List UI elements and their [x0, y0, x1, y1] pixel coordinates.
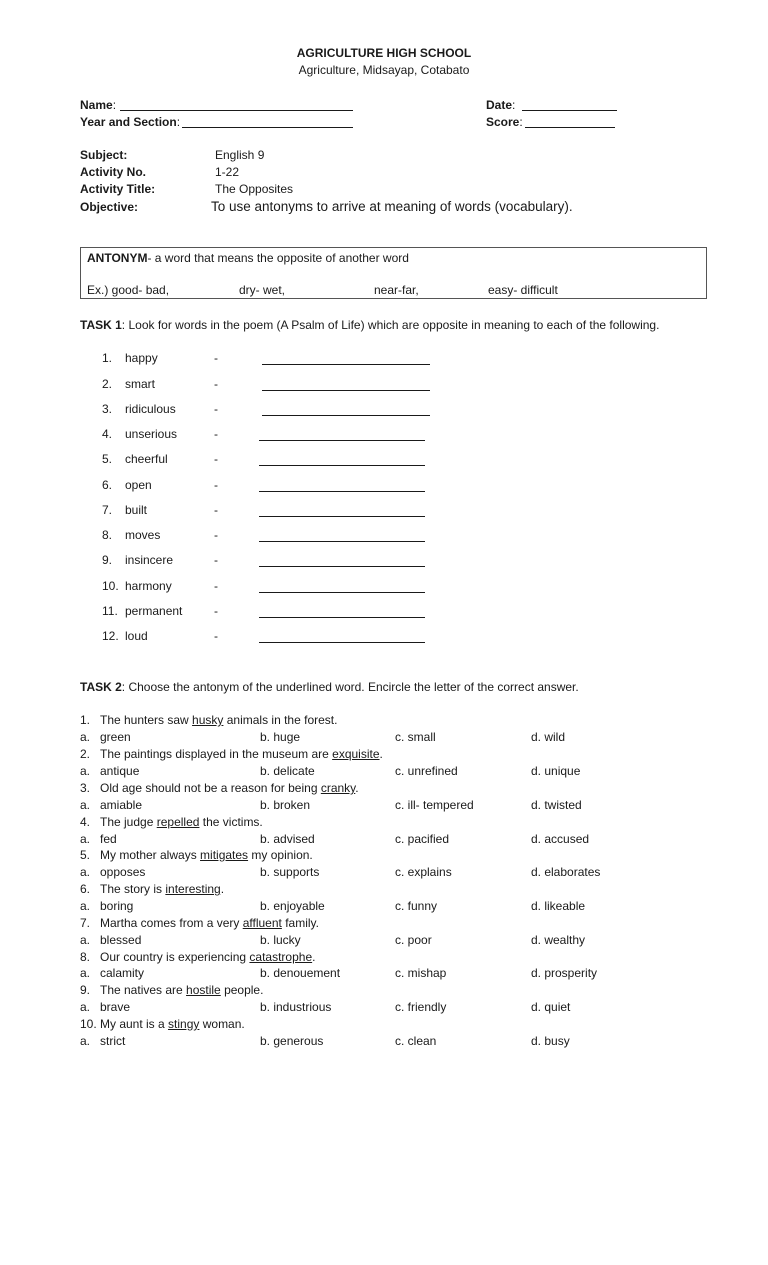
task1-dash: - — [214, 351, 218, 365]
choice-c[interactable]: c. small — [395, 730, 436, 744]
task1-answer-blank[interactable] — [259, 465, 425, 466]
antonym-definition: - a word that means the opposite of another word — [147, 251, 409, 265]
question-text: The paintings displayed in the museum are exquisite. — [100, 747, 383, 761]
underlined-word: hostile — [186, 983, 221, 997]
date-blank[interactable] — [522, 110, 617, 111]
example-3: near-far, — [374, 283, 419, 297]
task1-dash: - — [214, 629, 218, 643]
question-number: 1. — [80, 713, 91, 727]
activity-no-label: Activity No. — [80, 165, 147, 179]
choice-d[interactable]: d. elaborates — [531, 865, 601, 879]
question-text: Old age should not be a reason for being cranky. — [100, 781, 359, 795]
task1-num: 2. — [102, 377, 113, 391]
task1-dash: - — [214, 377, 218, 391]
underlined-word: catastrophe — [249, 950, 313, 964]
task1-num: 11. — [102, 604, 118, 618]
choice-letter-a: a. — [80, 966, 91, 980]
question-number: 9. — [80, 983, 91, 997]
choice-a[interactable]: green — [100, 730, 131, 744]
question-number: 10. — [80, 1017, 97, 1031]
underlined-word: interesting — [165, 882, 221, 896]
task1-num: 5. — [102, 452, 113, 466]
choice-letter-a: a. — [80, 865, 91, 879]
task1-answer-blank[interactable] — [262, 364, 430, 365]
task1-label: TASK 1 — [80, 318, 122, 332]
task1-num: 6. — [102, 478, 113, 492]
task1-dash: - — [214, 553, 218, 567]
task1-dash: - — [214, 402, 218, 416]
example-4: easy- difficult — [488, 283, 558, 297]
choice-a[interactable]: calamity — [100, 966, 145, 980]
task1-dash: - — [214, 528, 218, 542]
score-label: Score — [486, 115, 520, 129]
question-text: The judge repelled the victims. — [100, 815, 263, 829]
activity-no-value: 1-22 — [215, 165, 240, 179]
choice-c[interactable]: c. ill- tempered — [395, 798, 474, 812]
task1-num: 10. — [102, 579, 119, 593]
choice-b[interactable]: b. lucky — [260, 933, 301, 947]
choice-b[interactable]: b. denouement — [260, 966, 341, 980]
choice-b[interactable]: b. broken — [260, 798, 311, 812]
choice-a[interactable]: fed — [100, 832, 117, 846]
task1-num: 9. — [102, 553, 113, 567]
choice-letter-a: a. — [80, 899, 91, 913]
choice-a[interactable]: antique — [100, 764, 140, 778]
task1-word: unserious — [125, 427, 178, 441]
underlined-word: cranky — [320, 781, 356, 795]
choice-b[interactable]: b. industrious — [260, 1000, 332, 1014]
task1-num: 12. — [102, 629, 119, 643]
task1-answer-blank[interactable] — [259, 440, 425, 441]
year-label-group — [80, 115, 180, 129]
task1-num: 1. — [102, 351, 113, 365]
choice-letter-a: a. — [80, 1000, 91, 1014]
choice-d[interactable]: d. twisted — [531, 798, 582, 812]
definition-line — [87, 251, 409, 265]
task1-instruction: : Look for words in the poem (A Psalm of Life) which are opposite in meaning to each of the following. — [121, 318, 660, 332]
task2-label: TASK 2 — [80, 680, 122, 694]
question-number: 2. — [80, 747, 91, 761]
question-number: 5. — [80, 848, 91, 862]
choice-c[interactable]: c. pacified — [395, 832, 450, 846]
question-text: The story is interesting. — [100, 882, 225, 896]
task1-word: moves — [125, 528, 161, 542]
date-label: Date — [486, 98, 513, 112]
choice-c[interactable]: c. poor — [395, 933, 432, 947]
name-label: Name — [80, 98, 113, 112]
choice-c[interactable]: c. friendly — [395, 1000, 447, 1014]
choice-c[interactable]: c. unrefined — [395, 764, 458, 778]
choice-c[interactable]: c. clean — [395, 1034, 437, 1048]
choice-letter-a: a. — [80, 832, 91, 846]
question-number: 6. — [80, 882, 91, 896]
task1-answer-blank[interactable] — [262, 390, 430, 391]
task1-num: 7. — [102, 503, 113, 517]
name-blank[interactable] — [120, 110, 353, 111]
question-number: 8. — [80, 950, 91, 964]
choice-letter-a: a. — [80, 933, 91, 947]
subject-label: Subject: — [80, 148, 128, 162]
task1-answer-blank[interactable] — [259, 516, 425, 517]
question-text: Our country is experiencing catastrophe. — [100, 950, 316, 964]
underlined-word: mitigates — [200, 848, 249, 862]
task1-heading — [80, 318, 659, 332]
date-colon: : — [512, 98, 516, 112]
choice-d[interactable]: d. wild — [531, 730, 566, 744]
example-1: Ex.) good- bad, — [87, 283, 170, 297]
task1-num: 8. — [102, 528, 113, 542]
antonym-term: ANTONYM — [87, 251, 148, 265]
choice-c[interactable]: c. mishap — [395, 966, 447, 980]
choice-d[interactable]: d. busy — [531, 1034, 570, 1048]
choice-c[interactable]: c. funny — [395, 899, 438, 913]
choice-b[interactable]: b. advised — [260, 832, 315, 846]
question-text: My mother always mitigates my opinion. — [100, 848, 313, 862]
task1-word: happy — [125, 351, 158, 365]
choice-b[interactable]: b. generous — [260, 1034, 324, 1048]
school-name: AGRICULTURE HIGH SCHOOL — [296, 46, 472, 60]
choice-letter-a: a. — [80, 730, 91, 744]
choice-letter-a: a. — [80, 798, 91, 812]
task1-answer-blank[interactable] — [259, 541, 425, 542]
task1-dash: - — [214, 452, 218, 466]
year-section-label: Year and Section — [80, 115, 177, 129]
score-colon: : — [519, 115, 523, 129]
question-text: My aunt is a stingy woman. — [100, 1017, 245, 1031]
task1-dash: - — [214, 604, 218, 618]
subject-value: English 9 — [215, 148, 265, 162]
task1-answer-blank[interactable] — [259, 566, 425, 567]
choice-letter-a: a. — [80, 764, 91, 778]
school-address: Agriculture, Midsayap, Cotabato — [298, 63, 470, 77]
task1-answer-blank[interactable] — [259, 491, 425, 492]
task1-word: permanent — [125, 604, 183, 618]
example-2: dry- wet, — [239, 283, 286, 297]
activity-title-value: The Opposites — [215, 182, 294, 196]
task1-word: open — [125, 478, 152, 492]
task1-word: ridiculous — [125, 402, 176, 416]
question-number: 7. — [80, 916, 91, 930]
year-colon: : — [176, 115, 181, 129]
underlined-word: affluent — [242, 916, 282, 930]
task1-answer-blank[interactable] — [259, 642, 425, 643]
task1-answer-blank[interactable] — [259, 592, 425, 593]
choice-d[interactable]: d. accused — [531, 832, 590, 846]
task1-dash: - — [214, 503, 218, 517]
choice-d[interactable]: d. quiet — [531, 1000, 571, 1014]
question-number: 3. — [80, 781, 91, 795]
task1-answer-blank[interactable] — [262, 415, 430, 416]
choice-letter-a: a. — [80, 1034, 91, 1048]
choice-d[interactable]: d. wealthy — [531, 933, 586, 947]
date-label-group — [486, 98, 515, 112]
task1-dash: - — [214, 478, 218, 492]
task1-dash: - — [214, 427, 218, 441]
choice-a[interactable]: amiable — [100, 798, 143, 812]
task1-word: built — [125, 503, 148, 517]
task1-word: insincere — [125, 553, 174, 567]
task2-heading — [80, 680, 579, 694]
choice-d[interactable]: d. likeable — [531, 899, 586, 913]
task1-word: harmony — [125, 579, 172, 593]
choice-a[interactable]: opposes — [100, 865, 146, 879]
task1-word: loud — [125, 629, 148, 643]
name-colon: : — [112, 98, 117, 112]
task1-dash: - — [214, 579, 218, 593]
choice-b[interactable]: b. huge — [260, 730, 301, 744]
choice-b[interactable]: b. enjoyable — [260, 899, 325, 913]
task1-word: smart — [125, 377, 155, 391]
choice-d[interactable]: d. unique — [531, 764, 581, 778]
task2-instruction: : Choose the antonym of the underlined word. Encircle the letter of the correct answer. — [121, 680, 579, 694]
task1-answer-blank[interactable] — [259, 617, 425, 618]
name-label-group — [80, 98, 116, 112]
score-blank[interactable] — [525, 127, 615, 128]
underlined-word: exquisite — [332, 747, 380, 761]
question-number: 4. — [80, 815, 91, 829]
choice-a[interactable]: strict — [100, 1034, 126, 1048]
question-text: The hunters saw husky animals in the forest. — [100, 713, 338, 727]
score-label-group — [486, 115, 523, 129]
choice-a[interactable]: boring — [100, 899, 134, 913]
task1-num: 4. — [102, 427, 113, 441]
objective-value: To use antonyms to arrive at meaning of words (vocabulary). — [211, 199, 573, 214]
objective-label: Objective: — [80, 200, 139, 214]
underlined-word: husky — [192, 713, 224, 727]
underlined-word: stingy — [168, 1017, 200, 1031]
underlined-word: repelled — [156, 815, 200, 829]
choice-a[interactable]: blessed — [100, 933, 142, 947]
question-text: Martha comes from a very affluent family. — [100, 916, 319, 930]
activity-title-label: Activity Title: — [80, 182, 156, 196]
choice-a[interactable]: brave — [100, 1000, 131, 1014]
year-section-blank[interactable] — [182, 127, 353, 128]
task1-word: cheerful — [125, 452, 168, 466]
antonym-definition-box — [80, 247, 707, 299]
choice-b[interactable]: b. supports — [260, 865, 320, 879]
choice-b[interactable]: b. delicate — [260, 764, 315, 778]
choice-d[interactable]: d. prosperity — [531, 966, 598, 980]
task1-num: 3. — [102, 402, 113, 416]
choice-c[interactable]: c. explains — [395, 865, 452, 879]
question-text: The natives are hostile people. — [100, 983, 264, 997]
